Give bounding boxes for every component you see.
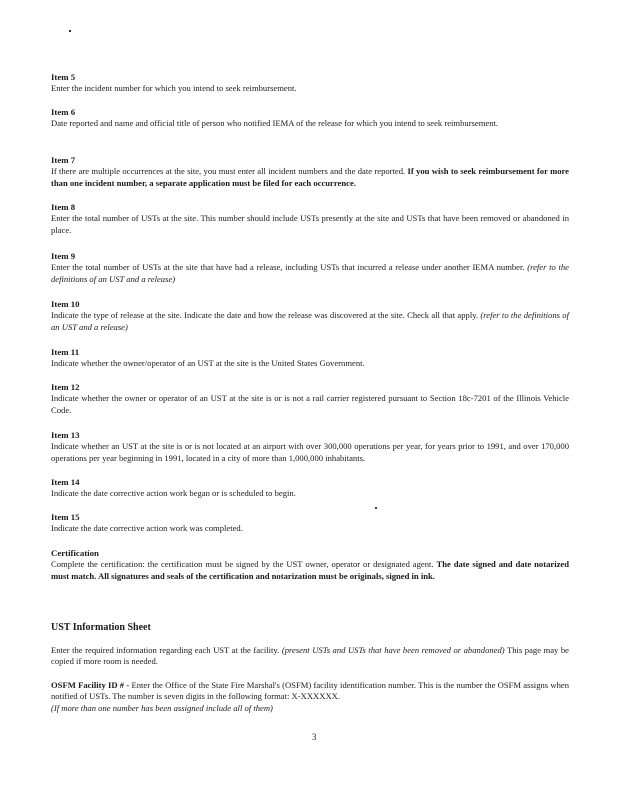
osfm-italic: (If more than one number has been assigned include all of them) <box>51 702 273 713</box>
item-15 <box>51 512 569 535</box>
item-9 <box>51 251 569 285</box>
item-14 <box>51 477 569 500</box>
item-text-plain: Indicate the type of release at the site. Indicate the date and how the release was discovered at the site. Check all that apply. <box>51 310 479 321</box>
scan-speck <box>375 507 377 509</box>
item-text: Indicate the date corrective action work was completed. <box>51 523 243 534</box>
item-text: Date reported and name and official title of person who notified IEMA of the release for which you intend to seek reimbursement. <box>51 118 499 129</box>
item-text: Indicate whether the owner or operator of an UST at the site is or is not a rail carrier registered pursuant to Section 18c-7201 of the Illinois Vehicle Code. <box>51 393 569 415</box>
item-heading: Item 6 <box>51 107 76 117</box>
item-5 <box>51 72 569 95</box>
item-text <box>51 166 569 189</box>
item-10 <box>51 299 569 333</box>
item-6 <box>51 107 569 130</box>
item-text: Enter the total number of USTs at the site. This number should include USTs presently at the site and USTs that have been removed or abandoned in place. <box>51 213 569 235</box>
item-heading: Item 9 <box>51 251 76 261</box>
item-12 <box>51 382 569 416</box>
item-text <box>51 262 569 285</box>
osfm-paragraph <box>51 680 569 714</box>
item-heading: Item 11 <box>51 347 80 357</box>
item-text-plain: Enter the total number of USTs at the site that have had a release, including USTs that incurred a release under another IEMA number. <box>51 262 525 273</box>
item-heading: Item 15 <box>51 512 80 522</box>
item-7 <box>51 155 569 189</box>
section-title: UST Information Sheet <box>51 622 151 633</box>
ust-intro-text: Enter the required information regarding each UST at the facility. <box>51 645 280 655</box>
item-text <box>51 559 569 582</box>
osfm-text: Enter the Office of the State Fire Marshal's (OSFM) facility identification number. This is the number the OSFM assigns when notified of USTs. The number is seven digits in the following format: X-XXXXXX. <box>51 680 569 702</box>
item-text: Enter the incident number for which you intend to seek reimbursement. <box>51 83 297 94</box>
ust-intro-tail: This page may be copied if more room is needed. <box>51 645 569 667</box>
scan-speck <box>69 30 71 32</box>
item-text-plain: If there are multiple occurrences at the site, you must enter all incident numbers and the date reported. <box>51 166 406 177</box>
osfm-label: OSFM Facility ID # - <box>51 680 130 690</box>
item-text-plain: Complete the certification: the certification must be signed by the UST owner, operator or designated agent. <box>51 559 434 570</box>
item-heading: Item 7 <box>51 155 76 165</box>
item-8 <box>51 202 569 236</box>
item-text: Indicate whether the owner/operator of an UST at the site is the United States Government. <box>51 358 365 369</box>
item-text-italic: (refer to the definitions of an UST and a release) <box>51 310 569 332</box>
item-heading: Certification <box>51 548 99 558</box>
certification <box>51 548 569 582</box>
item-heading: Item 12 <box>51 382 80 392</box>
item-heading: Item 13 <box>51 430 80 440</box>
item-text: Indicate whether an UST at the site is or is not located at an airport with over 300,000 operations per year, for years prior to 1991, and over 170,000 operations per year beginning in 1991, located in a city of more than 1,000,000 inhabitants. <box>51 441 569 463</box>
item-13 <box>51 430 569 464</box>
item-11 <box>51 347 569 370</box>
item-text <box>51 310 569 333</box>
ust-intro <box>51 645 569 668</box>
item-text-bold: The date signed and date notarized must match. All signatures and seals of the certification and notarization must be originals, signed in ink. <box>51 559 569 581</box>
item-text-bold: If you wish to seek reimbursement for more than one incident number, a separate application must be filed for each occurrence. <box>51 166 569 188</box>
item-heading: Item 10 <box>51 299 80 309</box>
ust-intro-italic: (present USTs and USTs that have been removed or abandoned) <box>281 645 505 655</box>
page-number: 3 <box>312 732 317 742</box>
item-heading: Item 5 <box>51 72 76 82</box>
item-text-italic: (refer to the definitions of an UST and a release) <box>51 262 569 284</box>
item-heading: Item 14 <box>51 477 80 487</box>
item-text: Indicate the date corrective action work began or is scheduled to begin. <box>51 488 296 499</box>
item-heading: Item 8 <box>51 202 76 212</box>
